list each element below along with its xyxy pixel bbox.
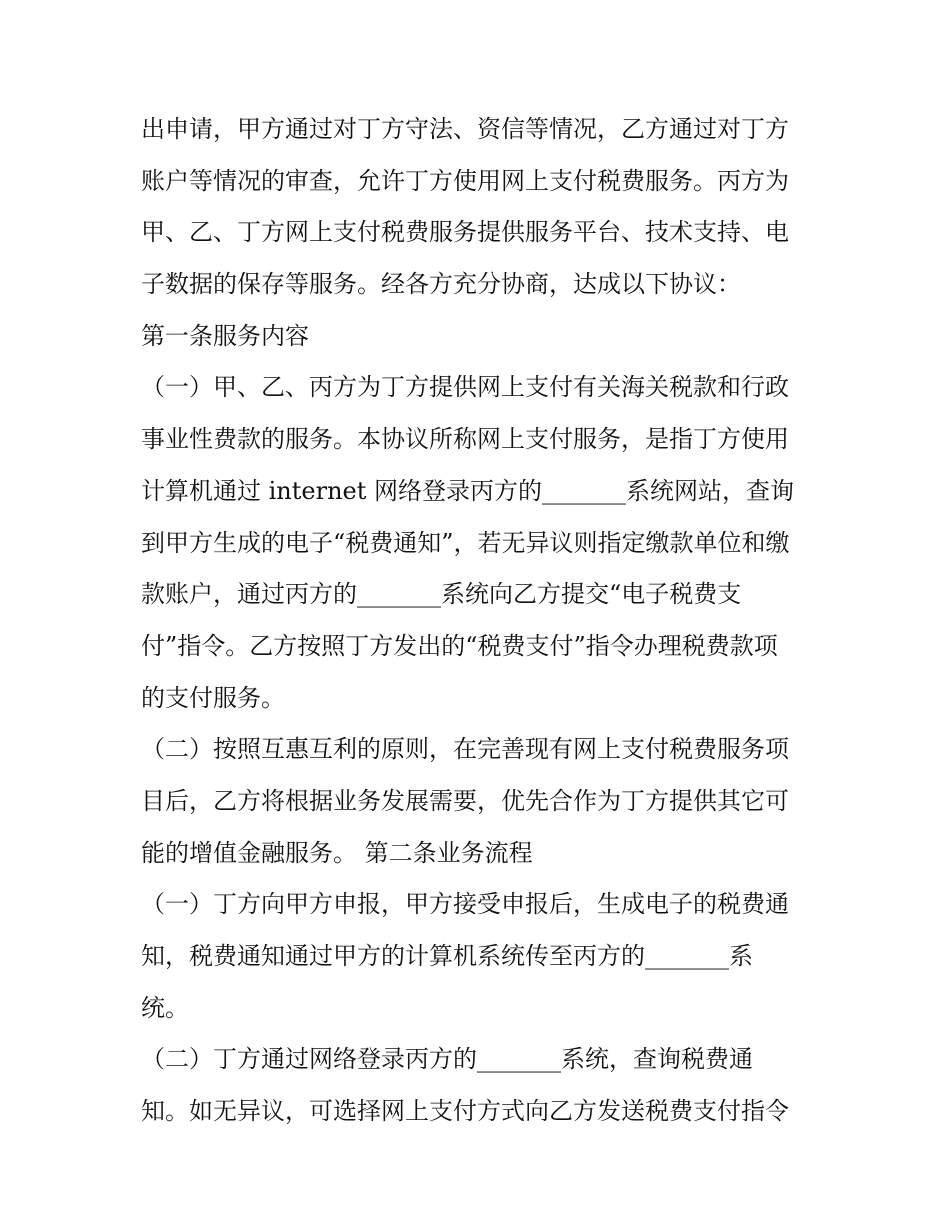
paragraph-line: 知，税费通知通过甲方的计算机系统传至丙方的_______系 bbox=[141, 942, 753, 970]
paragraph-line: （一）丁方向甲方申报，甲方接受申报后，生成电子的税费通 bbox=[141, 890, 789, 919]
paragraph-line: 的支付服务。 bbox=[141, 683, 285, 712]
paragraph-line: 事业性费款的服务。本协议所称网上支付服务，是指丁方使用 bbox=[141, 425, 789, 454]
paragraph-line: （二）按照互惠互利的原则，在完善现有网上支付税费服务项 bbox=[141, 735, 789, 764]
paragraph-line: （一）甲、乙、丙方为丁方提供网上支付有关海关税款和行政 bbox=[141, 373, 789, 402]
paragraph-line: 目后，乙方将根据业务发展需要，优先合作为丁方提供其它可 bbox=[141, 786, 789, 815]
section-heading: 第一条服务内容 bbox=[141, 321, 309, 350]
paragraph-line: 出申请，甲方通过对丁方守法、资信等情况，乙方通过对丁方 bbox=[141, 115, 789, 143]
paragraph-line: （二）丁方通过网络登录丙方的_______系统，查询税费通 bbox=[141, 1045, 753, 1074]
paragraph-line: 知。如无异议，可选择网上支付方式向乙方发送税费支付指令 bbox=[141, 1097, 789, 1126]
paragraph-line: 子数据的保存等服务。经各方充分协商，达成以下协议： bbox=[141, 270, 741, 299]
paragraph-line: 到甲方生成的电子“税费通知”，若无异议则指定缴款单位和缴 bbox=[141, 528, 790, 557]
paragraph-line: 统。 bbox=[141, 993, 189, 1022]
paragraph-line: 款账户，通过丙方的_______系统向乙方提交“电子税费支 bbox=[141, 580, 742, 609]
paragraph-line: 账户等情况的审查，允许丁方使用网上支付税费服务。丙方为 bbox=[141, 166, 789, 195]
paragraph-line: 甲、乙、丁方网上支付税费服务提供服务平台、技术支持、电 bbox=[141, 218, 789, 247]
contract-body bbox=[141, 110, 821, 1144]
paragraph-line: 能的增值金融服务。 第二条业务流程 bbox=[141, 838, 533, 867]
paragraph-line: 付”指令。乙方按照丁方发出的“税费支付”指令办理税费款项 bbox=[141, 631, 778, 660]
paragraph-line: 计算机通过 internet 网络登录丙方的_______系统网站，查询 bbox=[141, 476, 795, 505]
